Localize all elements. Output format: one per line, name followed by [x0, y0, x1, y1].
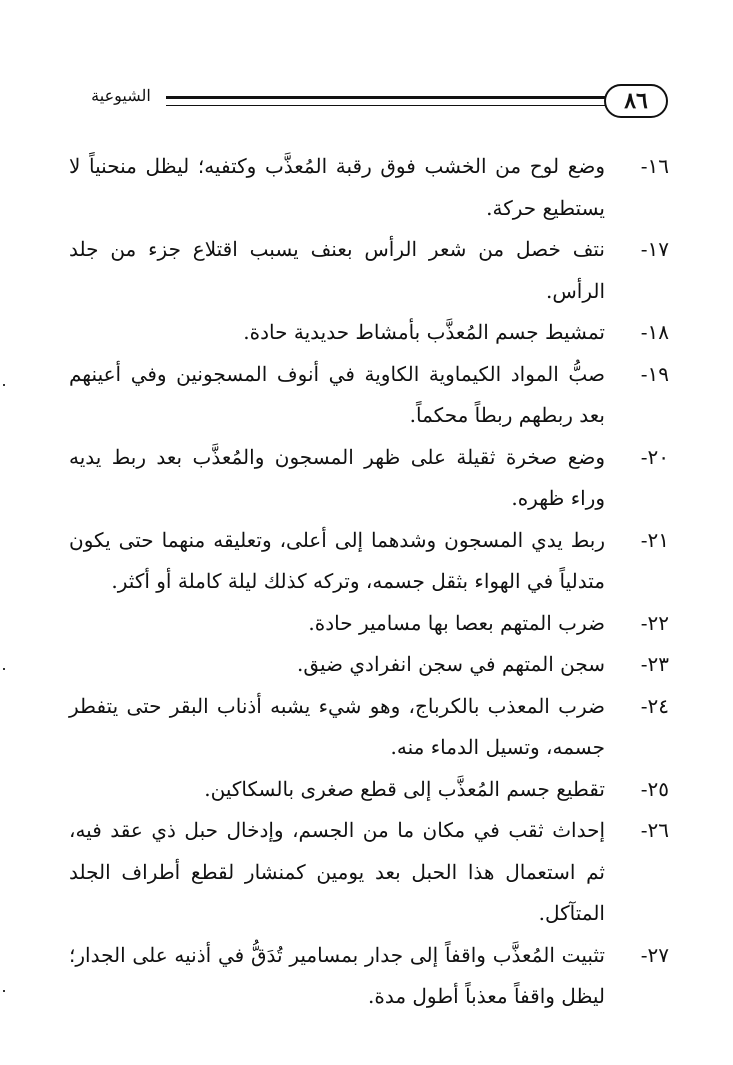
list-item: [69, 603, 669, 645]
item-number: ٢٣-: [640, 652, 669, 676]
scan-speck: [3, 668, 5, 670]
item-text: صبُّ المواد الكيماوية الكاوية في أنوف المسجونين وفي أعينهم بعد ربطهم ربطاً محكماً.: [69, 361, 605, 427]
item-number: ١٨-: [640, 320, 669, 344]
item-number: ١٩-: [640, 361, 669, 386]
item-text: ربط يدي المسجون وشدهما إلى أعلى، وتعليقه منهما حتى يكون متدلياً في الهواء بثقل جسمه، وتركه كذلك ليلة كاملة أو أكثر.: [69, 527, 605, 593]
item-text: ضرب المعذب بالكرباج، وهو شيء يشبه أذناب البقر حتى يتفطر جسمه، وتسيل الدماء منه.: [69, 693, 605, 759]
page-number: ٨٦: [604, 84, 668, 118]
item-number: ١٧-: [640, 237, 669, 261]
item-text: تثبيت المُعذَّب واقفاً إلى جدار بمسامير تُدَقُّ في أذنيه على الجدار؛ ليظل واقفاً معذباً أطول مدة.: [69, 942, 605, 1008]
item-number: ١٦-: [640, 154, 669, 178]
list-item: [69, 520, 669, 603]
list-item: [69, 437, 669, 520]
item-number: ٢٠-: [640, 444, 669, 469]
list-item: [69, 229, 669, 312]
list-item: [69, 935, 669, 1018]
item-number: ٢٢-: [640, 610, 669, 635]
list-item: [69, 644, 669, 686]
item-text: تقطيع جسم المُعذَّب إلى قطع صغرى بالسكاكين.: [204, 776, 605, 801]
torture-methods-list: [69, 146, 669, 1018]
page-header: [78, 84, 668, 124]
item-text: وضع صخرة ثقيلة على ظهر المسجون والمُعذَّب بعد ربط يديه وراء ظهره.: [69, 444, 605, 510]
running-title: الشيوعية: [91, 86, 151, 105]
list-item: [69, 146, 669, 229]
item-number: ٢٧-: [640, 942, 669, 967]
list-item: [69, 769, 669, 811]
item-text: تمشيط جسم المُعذَّب بأمشاط حديدية حادة.: [243, 320, 605, 344]
list-item: [69, 312, 669, 354]
header-rule: [166, 96, 606, 106]
item-text: ضرب المتهم بعصا بها مسامير حادة.: [308, 610, 605, 635]
list-item: [69, 354, 669, 437]
item-text: سجن المتهم في سجن انفرادي ضيق.: [296, 652, 605, 676]
list-item: [69, 686, 669, 769]
item-number: ٢١-: [640, 527, 669, 552]
item-number: ٢٦-: [640, 818, 669, 842]
item-text: إحداث ثقب في مكان ما من الجسم، وإدخال حبل ذي عقد فيه، ثم استعمال هذا الحبل بعد يومين كمنشار لقطع أطراف الجلد المتآكل.: [69, 818, 605, 925]
item-text: نتف خصل من شعر الرأس بعنف يسبب اقتلاع جزء من جلد الرأس.: [69, 237, 605, 303]
scan-speck: [3, 990, 5, 992]
item-text: وضع لوح من الخشب فوق رقبة المُعذَّب وكتفيه؛ ليظل منحنياً لا يستطيع حركة.: [69, 154, 605, 220]
item-number: ٢٥-: [640, 776, 669, 801]
item-number: ٢٤-: [640, 693, 669, 718]
list-item: [69, 810, 669, 935]
scan-speck: [3, 384, 5, 386]
